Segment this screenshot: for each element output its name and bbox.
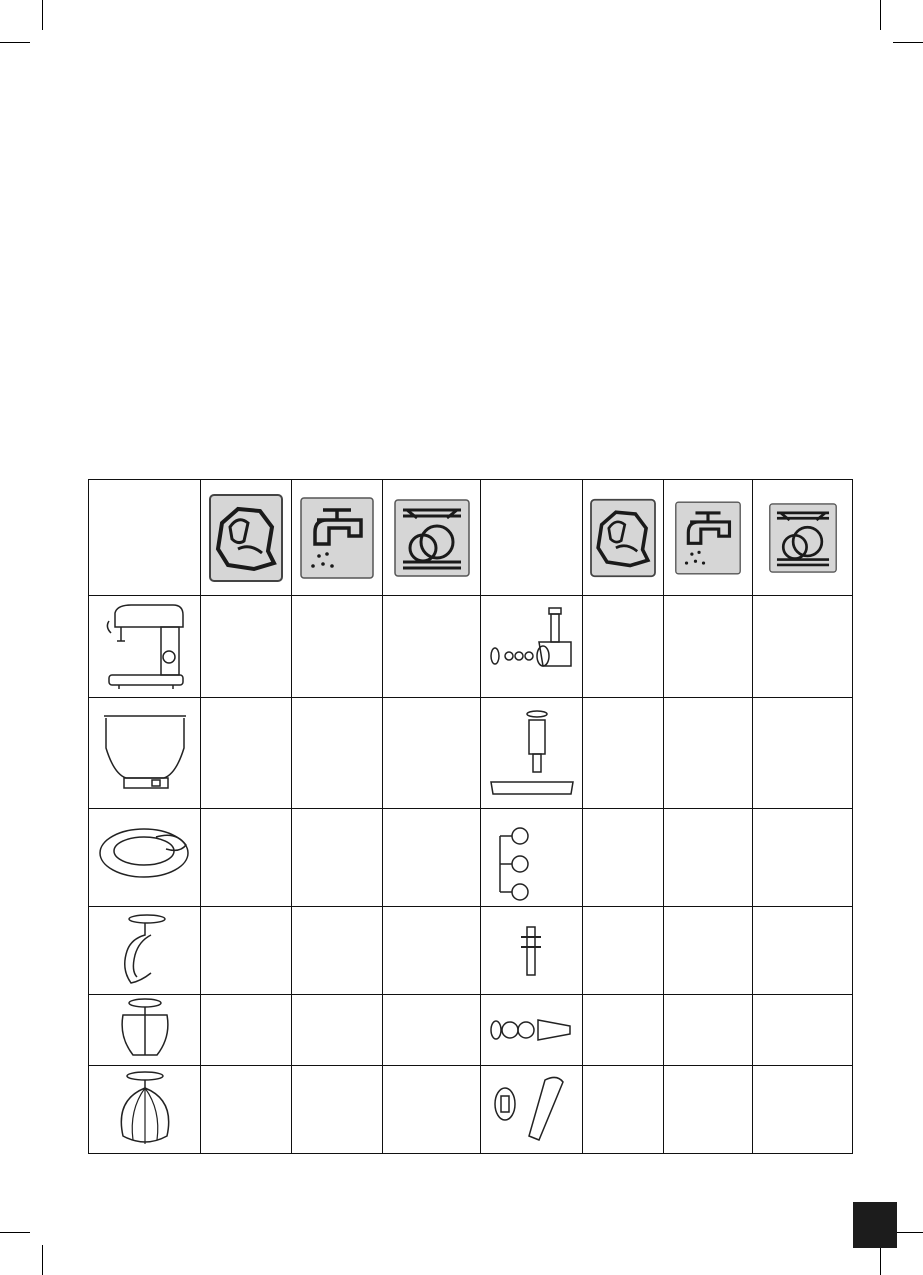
care-cell	[201, 907, 292, 995]
care-cell	[201, 1066, 292, 1154]
care-cell	[664, 809, 753, 907]
item-illustration-cell	[89, 809, 201, 907]
cleaning-table	[88, 479, 853, 1154]
item-illustration-cell	[481, 907, 583, 995]
hand-wash-header-cell	[201, 480, 292, 596]
item-illustration-cell	[481, 809, 583, 907]
care-cell	[664, 698, 753, 809]
care-cell	[383, 698, 481, 809]
crop-mark	[880, 1245, 881, 1275]
care-cell	[664, 596, 753, 698]
care-cell	[753, 995, 853, 1066]
hand-wash-cloth-icon	[208, 493, 284, 583]
item-illustration-cell	[481, 995, 583, 1066]
grinder-blade-icon	[497, 921, 567, 981]
table-row	[89, 907, 853, 995]
hand-wash-cloth-icon	[587, 498, 659, 578]
flat-beater-icon	[109, 997, 181, 1063]
item-illustration-cell	[481, 698, 583, 809]
meat-grinder-assembly-icon	[487, 604, 577, 690]
crop-mark	[42, 0, 43, 30]
crop-mark	[0, 1232, 30, 1233]
rinse-header-cell	[292, 480, 383, 596]
care-cell	[383, 596, 481, 698]
care-cell	[664, 907, 753, 995]
dough-hook-icon	[105, 911, 185, 991]
care-cell	[201, 995, 292, 1066]
care-cell	[753, 1066, 853, 1154]
care-cell	[583, 698, 664, 809]
item-illustration-cell	[89, 698, 201, 809]
care-cell	[292, 995, 383, 1066]
dishwasher-header-cell	[753, 480, 853, 596]
splash-guard-icon	[96, 823, 194, 893]
item-illustration-cell	[481, 1066, 583, 1154]
care-cell	[383, 1066, 481, 1154]
item-illustration-cell	[89, 907, 201, 995]
care-cell	[383, 907, 481, 995]
crop-mark	[880, 0, 881, 30]
care-cell	[201, 698, 292, 809]
dishwasher-header-cell	[383, 480, 481, 596]
care-cell	[753, 596, 853, 698]
table-row	[89, 809, 853, 907]
crop-mark	[0, 42, 30, 43]
hand-wash-header-cell	[583, 480, 664, 596]
care-cell	[292, 1066, 383, 1154]
care-cell	[753, 698, 853, 809]
table-row	[89, 1066, 853, 1154]
symbol-header-row	[89, 480, 853, 596]
crop-mark	[42, 1245, 43, 1275]
care-cell	[583, 596, 664, 698]
header-empty-cell	[481, 480, 583, 596]
item-illustration-cell	[89, 1066, 201, 1154]
crop-mark	[893, 42, 923, 43]
care-cell	[292, 907, 383, 995]
page-number-tab	[853, 1202, 897, 1248]
rinse-tap-icon	[674, 500, 742, 576]
item-illustration-cell	[481, 596, 583, 698]
sausage-attachment-icon	[486, 1012, 578, 1048]
care-cell	[583, 907, 664, 995]
dishwasher-icon	[768, 500, 838, 576]
whisk-icon	[109, 1070, 181, 1150]
grinding-plates-icon	[492, 814, 572, 902]
care-cell	[383, 995, 481, 1066]
care-cell	[383, 809, 481, 907]
care-cell	[753, 907, 853, 995]
stand-mixer-body-icon	[103, 601, 187, 693]
care-cell	[201, 596, 292, 698]
care-cell	[292, 809, 383, 907]
care-cell	[664, 995, 753, 1066]
table-row	[89, 995, 853, 1066]
rinse-tap-icon	[299, 496, 375, 580]
care-cell	[583, 809, 664, 907]
care-cell	[753, 809, 853, 907]
care-cell	[201, 809, 292, 907]
table-row	[89, 596, 853, 698]
care-cell	[292, 596, 383, 698]
table-row	[89, 698, 853, 809]
item-illustration-cell	[89, 596, 201, 698]
mixing-bowl-icon	[100, 708, 190, 798]
rinse-header-cell	[664, 480, 753, 596]
care-cell	[292, 698, 383, 809]
kebbe-attachment-icon	[487, 1072, 577, 1148]
care-cell	[664, 1066, 753, 1154]
item-illustration-cell	[89, 995, 201, 1066]
food-pusher-tray-icon	[487, 708, 577, 798]
care-cell	[583, 995, 664, 1066]
header-empty-cell	[89, 480, 201, 596]
dishwasher-icon	[393, 498, 471, 578]
care-cell	[583, 1066, 664, 1154]
crop-mark	[893, 1232, 923, 1233]
